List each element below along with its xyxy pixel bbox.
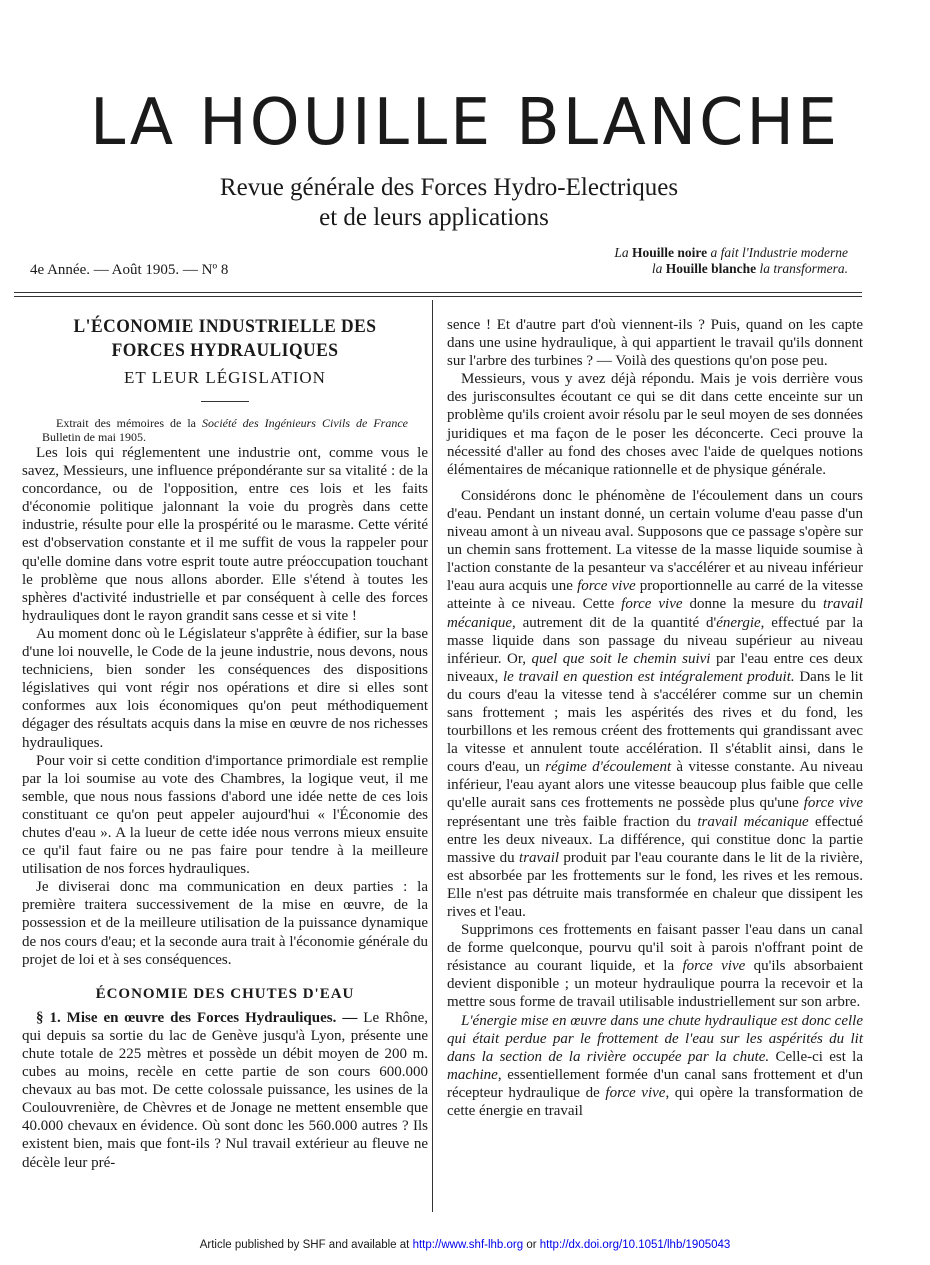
section1-paragraph: § 1. Mise en œuvre des Forces Hydrauliques. — Le Rhône, qui depuis sa sortie du lac de Genève jusqu'à Lyon, présente une chute totale de 225 mètres et possède un débit moyen de 200 m. cubes au moins, recèle en cette partie de son cours 600.000 chevaux au bas mot. De cette colossale puissance, les usines de la Coulouvrenière, de Chèvres et de Jonage ne mettent ensemble que 40.000 chevaux en évidence. Où sont donc les 560.000 autres ? Ils existent bien, mais que font-ils ? Nul travail extérieur au fleuve ne décèle leur pré- — [22, 1009, 429, 1171]
paragraph: Je diviserai donc ma communication en deux parties : la première traitera successivement de la mise en œuvre, de la possession et de la meilleure utilisation de la puissance dynamique de nos cours d'eau; et la seconde aura trait à l'économie générale du projet de loi et à ses conséquences. — [22, 879, 428, 968]
paragraph: Pour voir si cette condition d'importance primordiale est remplie par la loi soumise au vote des Chambres, la logique veut, il me semble, que nous nous fassions d'abord une idée nette de ces lois constituant ce qu'on peut appeler aujourd'hui « l'Économie des chutes d'eau ». A la lueur de cette idée nous verrons mieux ensuite ce qu'il faut faire ou ne pas faire pour tendre à la meilleure utilisation de nos forces hydrauliques. — [22, 752, 428, 878]
right-column — [447, 316, 863, 1120]
paragraph: sence ! Et d'autre part d'où viennent-ils ? Puis, quand on les capte dans une usine hydraulique, à qui appartient le travail qu'ils donnent sur l'arbre des turbines ? — Voilà des questions qu'on pose peu. — [447, 317, 863, 370]
footer-link-shf[interactable]: http://www.shf-lhb.org — [412, 1239, 524, 1251]
left-column — [22, 315, 428, 1172]
paragraph: Les lois qui réglementent une industrie ont, comme vous le savez, Messieurs, une influence prépondérante sur sa vitalité : de la concordance, ou de l'opposition, entre ces lois et les faits d'économie politique jalonnant la voie du progrès dans cette industrie, résulte pour elle la prospérité ou le marasme. Cette vérité est d'observation constante et il me suffit de vous la rappeler pour qu'elle domine dans votre esprit toute autre préoccupation touchant le problème que nous allons aborder. Elle s'étend à toutes les sphères d'activité industrielle et par conséquent à celle des forces hydrauliques dont le rayon grandit sans cesse et si vite ! — [22, 445, 428, 624]
article-subtitle: ET LEUR LÉGISLATION — [124, 368, 326, 387]
journal-subtitle-line1: Revue générale des Forces Hydro-Electriques — [219, 174, 679, 201]
header-rule-bottom — [14, 296, 862, 297]
title-separator — [201, 401, 249, 402]
extract-note: Extrait des mémoires de la Société des Ingénieurs Civils de France Bulletin de mai 1905. — [42, 416, 408, 444]
column-divider — [432, 300, 433, 1212]
section-heading: ÉCONOMIE DES CHUTES D'EAU — [95, 985, 355, 1002]
footer-link-doi[interactable]: http://dx.doi.org/10.1051/lhb/1905043 — [539, 1239, 731, 1251]
footer-citation: Article published by SHF and available at http://www.shf-lhb.org or http://dx.doi.org/10.1051/lhb/1905043 — [199, 1239, 731, 1251]
header-rule-top — [14, 292, 862, 293]
issue-info: 4e Année. — Août 1905. — Nº 8 — [30, 262, 229, 278]
paragraph: Considérons donc le phénomène de l'écoulement dans un cours d'eau. Pendant un instant donné, un certain volume d'eau passe d'un niveau amont à un niveau aval. Supposons que ce passage s'opère sur un chemin sans frottement. La vitesse de la masse liquide soumise à l'action constante de la pesanteur va s'accélérer et au niveau inférieur l'eau aura acquis une force vive proportionnelle au carré de la vitesse atteinte à ce niveau. Cette force vive donne la mesure du travail mécanique, autrement dit de la quantité d'énergie, effectué par la masse liquide dans son passage du niveau supérieur au niveau inférieur. Or, quel que soit le chemin suivi par l'eau entre ces deux niveaux, le travail en question est intégralement produit. Dans le lit du cours d'eau la vitesse tend à s'accélérer comme sur un chemin sans frottement ; mais les aspérités des rives et du fond, les tourbillons et les remous créent des frottements qui grandissant avec la vitesse et annulent toute accélération. Il s'établit ainsi, dans le cours d'eau, un régime d'écoulement à vitesse constante. Au niveau inférieur, l'eau ayant alors une vitesse beaucoup plus faible que celle qu'elle aurait sans ces frottements ne possède plus qu'une force vive représentant une très faible fraction du travail mécanique effectué entre les deux niveaux. La différence, qui constitue donc la partie massive du travail produit par l'eau courante dans le lit de la rivière, est absorbée par les frottements sur le fond, les rives et les remous. Elle n'est pas détruite mais transformée en chaleur que dissipent les rives et l'eau. — [447, 487, 864, 920]
motto-line2: la Houille blanche la transformera. — [651, 261, 848, 276]
paragraph: L'énergie mise en œuvre dans une chute hydraulique est donc celle qui était perdue par le frottement de l'eau sur les aspérités du lit dans la section de la rivière occupée par la chute. Celle-ci est la machine, essentiellement formée d'un canal sans frottement et d'un récepteur hydraulique de force vive, qui opère la transformation de cette énergie en travail — [447, 1012, 863, 1120]
paragraph: Messieurs, vous y avez déjà répondu. Mais je vois derrière vous des jurisconsultes écoutant ce qui se dit dans cette enceinte sur un problème qu'ils croient avoir résolu par le seul moyen de ses données juridiques et ma façon de le poser les déconcerte. Ceci prouve la nécessité d'aller au fond des choses avec l'aide de quelques notions élémentaires de mécanique rationnelle et de physique générale. — [447, 371, 863, 478]
journal-masthead: LA HOUILLE BLANCHE — [90, 86, 840, 160]
paragraph: Au moment donc où le Législateur s'apprête à édifier, sur la base d'une loi nouvelle, le Code de la jeune industrie, nous devons, nous techniciens, bien sonder les conséquences des dispositions législatives qui vont régir nos opérations et dire si elles sont conformes aux lois économiques qu'on peut méthodiquement dégager des résultats acquis dans la mise en œuvre de nos richesses hydrauliques. — [22, 625, 428, 751]
paragraph: Supprimons ces frottements en faisant passer l'eau dans un canal de forme quelconque, pourvu qu'il soit à parois n'offrant point de résistance au courant liquide, et la force vive qu'ils absorbaient devient disponible ; un moteur hydraulique pourra la recevoir et la mettre sous forme de travail utilisable industriellement sur son arbre. — [447, 922, 863, 1011]
motto-line1: La Houille noire a fait l'Industrie moderne — [614, 245, 848, 260]
article-title: L'ÉCONOMIE INDUSTRIELLE DES FORCES HYDRAULIQUES — [73, 316, 377, 361]
journal-subtitle-line2: et de leurs applications — [319, 204, 549, 231]
